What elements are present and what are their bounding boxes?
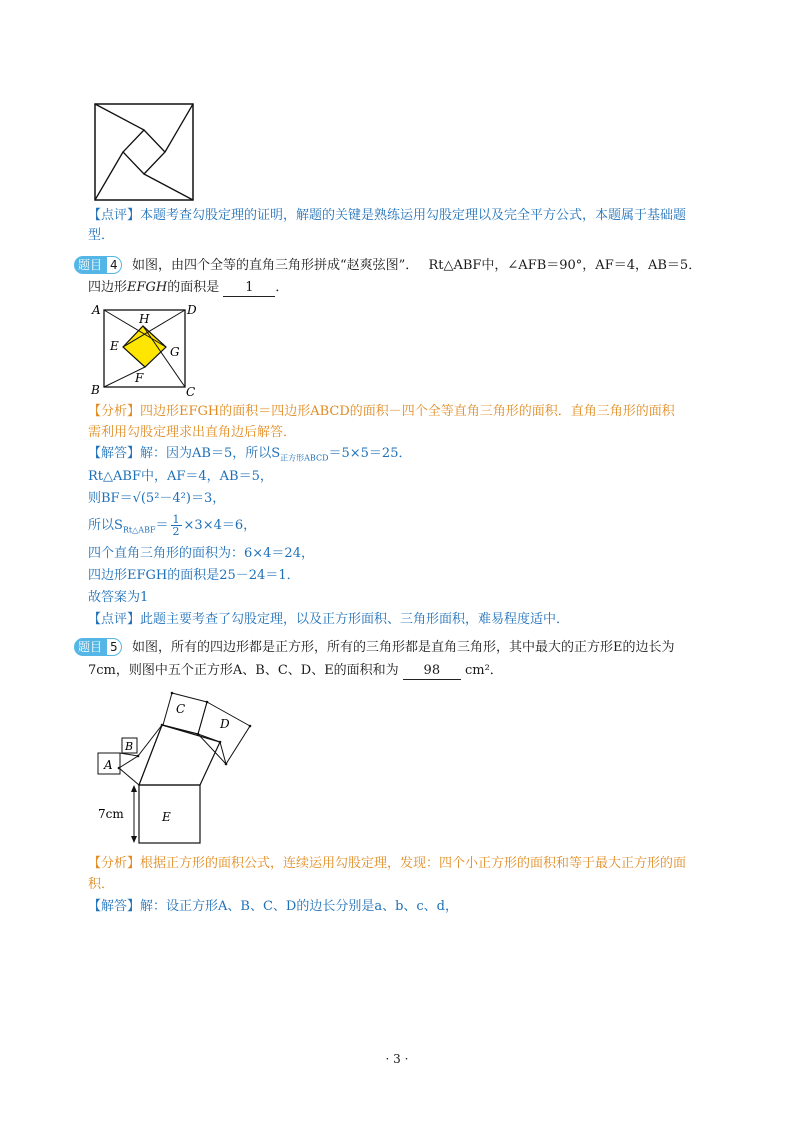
solution-text: 则BF＝√(5²－4²)＝3， [88, 491, 226, 506]
dimension-label: 7cm [98, 807, 124, 821]
q4-solution-line-6 [88, 568, 300, 584]
q4-answer-blank: 1 [223, 280, 275, 297]
label-A: A [104, 758, 113, 772]
label-D: D [220, 717, 230, 731]
analysis-text-cont: 需利用勾股定理求出直角边后解答． [88, 425, 297, 440]
q4-analysis-line-1 [88, 404, 675, 420]
pythagoras-tree-figure [92, 688, 272, 848]
comment-tag: 【点评】 [88, 208, 141, 223]
page-number: · 3 · [385, 1052, 409, 1066]
q4-analysis-line-2 [88, 425, 296, 441]
solution-text-end: ×3×4＝6， [183, 518, 257, 533]
fraction-denominator: 2 [172, 525, 180, 538]
label-D: D [187, 303, 197, 317]
label-H: H [139, 312, 150, 326]
q4-stem-line-2 [88, 280, 288, 297]
q5-stem-text: 如图，所有的四边形都是正方形，所有的三角形都是直角三角形，其中最大的正方形E的边长为 [132, 640, 675, 655]
q5-analysis-line-2 [88, 877, 114, 893]
analysis-text: 根据正方形的面积公式，连续运用勾股定理，发现：四个小正方形的面积和等于最大正方形的面 [140, 856, 687, 871]
q5-analysis-line-1 [88, 856, 686, 872]
comment-tag: 【点评】 [88, 612, 141, 627]
q4-stem-mid: 的面积是 [167, 280, 220, 295]
q4-stem-end: ． [275, 280, 289, 295]
q5-stem-unit: cm²． [464, 663, 503, 678]
label-A: A [92, 303, 101, 317]
q5-stem-line-1 [132, 640, 675, 656]
comment-line-1 [88, 208, 686, 224]
square-D [198, 702, 250, 764]
q4-stem-a: 如图，由四个全等的直角三角形拼成“赵爽弦图”． [132, 258, 419, 273]
q5-stem-line-2 [88, 663, 503, 680]
q4-solution-line-7 [88, 590, 148, 606]
q4-stem-var: EFGH [127, 280, 168, 295]
q4-comment-line [88, 612, 569, 628]
analysis-tag: 【分析】 [88, 856, 141, 871]
analysis-text-cont: 积． [88, 877, 115, 892]
badge-number: 4 [106, 256, 122, 274]
q4-stem-line-1 [132, 258, 701, 274]
q4-solution-line-4 [88, 514, 256, 542]
q4-stem-prefix: 四边形 [88, 280, 128, 295]
solution-text-end: ＝5×5＝25． [328, 446, 412, 461]
solution-text: 四边形EFGH的面积是25－24＝1． [88, 568, 300, 583]
zhao-shuang-diagram [88, 298, 208, 398]
label-B: B [125, 740, 134, 753]
q4-solution-line-2 [88, 469, 273, 485]
analysis-text: 四边形EFGH的面积＝四边形ABCD的面积－四个全等直角三角形的面积．直角三角形的面积 [140, 404, 675, 419]
badge-number: 5 [106, 638, 122, 656]
question-5-badge [74, 638, 122, 656]
comment-text: 此题主要考查了勾股定理，以及正方形面积、三角形面积，难易程度适中． [140, 612, 570, 627]
comment-text-cont: 型． [88, 228, 115, 243]
label-E: E [110, 339, 119, 353]
analysis-tag: 【分析】 [88, 404, 141, 419]
solution-tag: 【解答】 [88, 446, 141, 461]
label-B: B [91, 383, 100, 397]
q5-stem-text: 7cm，则图中五个正方形A、B、C、D、E的面积和为 [88, 663, 399, 678]
pinwheel-figure [92, 102, 196, 202]
solution-subscript: 正方形ABCD [280, 453, 329, 463]
fraction-numerator: 1 [172, 513, 180, 526]
efgh-square [123, 326, 166, 367]
solution-text: Rt△ABF中，AF＝4，AB＝5， [88, 469, 273, 484]
badge-label: 题目 [74, 638, 106, 656]
q4-solution-line-5 [88, 546, 314, 562]
q5-answer-blank: 98 [403, 663, 461, 680]
solution-text: 故答案为1 [88, 590, 149, 605]
solution-eq: ＝ [155, 518, 169, 533]
solution-tag: 【解答】 [88, 899, 141, 914]
label-G: G [170, 345, 180, 359]
badge-label: 题目 [74, 256, 106, 274]
q5-solution-line-1 [88, 899, 458, 915]
label-E: E [162, 810, 171, 824]
q4-solution-line-1 [88, 446, 411, 467]
solution-subscript: Rt△ABF [122, 525, 156, 535]
comment-text: 本题考查勾股定理的证明，解题的关键是熟练运用勾股定理以及完全平方公式，本题属于基础题 [140, 208, 687, 223]
solution-text: 解：因为AB＝5，所以S [140, 446, 281, 461]
q4-stem-b: Rt△ABF中，∠AFB＝90°，AF＝4，AB＝5． [428, 258, 702, 273]
q4-solution-line-3 [88, 491, 225, 507]
label-F: F [135, 371, 144, 385]
solution-text: 四个直角三角形的面积为：6×4＝24， [88, 546, 314, 561]
solution-text: 所以S [88, 518, 123, 533]
label-C: C [186, 385, 196, 398]
fraction-one-half [171, 514, 182, 537]
solution-text: 解：设正方形A、B、C、D的边长分别是a、b、c、d， [140, 899, 459, 914]
label-C: C [176, 702, 186, 716]
question-4-badge [74, 256, 122, 274]
comment-line-2 [88, 228, 114, 244]
